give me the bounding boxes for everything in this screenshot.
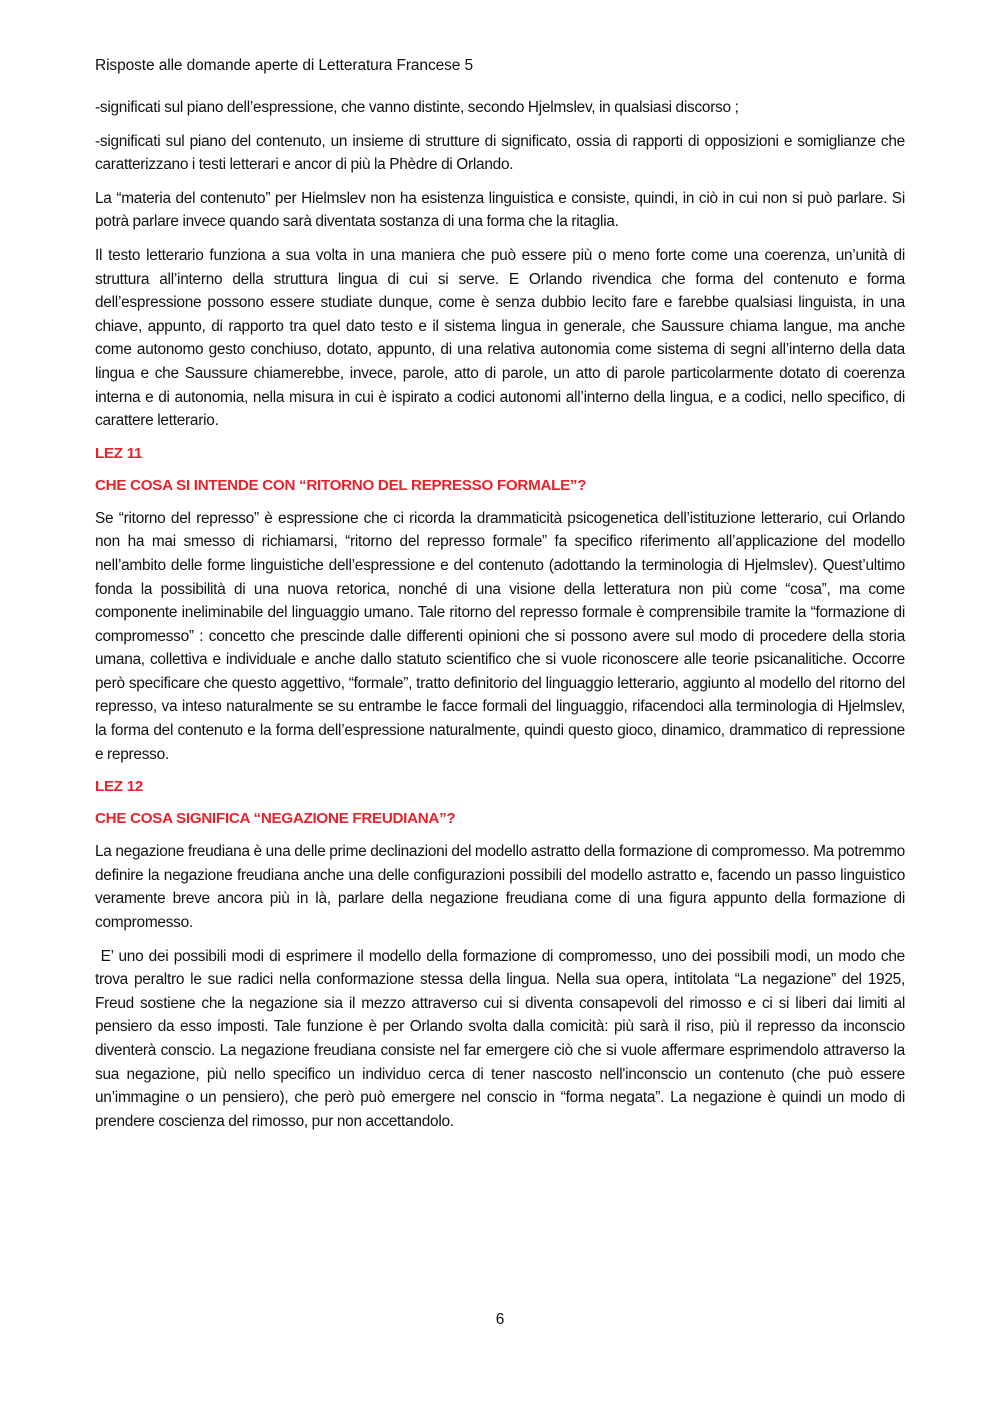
document-page	[95, 56, 905, 1143]
lesson-11-heading: LEZ 11	[95, 444, 143, 462]
paragraph-formal-repressed-return: Se “ritorno del represso” è espressione che ci ricorda la drammaticità psicogenetica dell’istituzione letterario, cui Orlando non ha mai smesso di richiamarsi, “ritorno del represso formale” fa specifico riferimento all’applicazione del modello nell’ambito delle forme linguistiche dell’espressione e del contenuto (adottando la terminologia di Hjelmslev). Quest’ultimo fonda la possibilità di una nuova retorica, nonché di una visione della letteratura non più come “cosa”, ma come componente ineliminabile del linguaggio umano. Tale ritorno del represso formale è comprensibile tramite la “formazione di compromesso” : concetto che prescinde dalle differenti opinioni che si possono avere sul modo di procedere della storia umana, collettiva e individuale e anche dallo statuto scientifico che si vuole riconoscere alle teorie psicanalitiche. Occorre però specificare che questo aggettivo, “formale”, tratto definitorio del linguaggio letterario, aggiunto al modello del ritorno del represso, va inteso naturalmente se su entrambe le facce formali del linguaggio, rifacendoci alla terminologia di Hjelmslev, la forma del contenuto e la forma dell’espressione naturalmente, quindi questo gioco, dinamico, drammatico di repressione e represso.	[95, 509, 905, 763]
running-header: Risposte alle domande aperte di Letteratura Francese 5	[95, 57, 474, 74]
question-11-heading: CHE COSA SI INTENDE CON “RITORNO DEL REPRESSO FORMALE”?	[95, 476, 587, 494]
paragraph-freudian-negation-definition: La negazione freudiana è una delle prime declinazioni del modello astratto della formazione di compromesso. Ma potremmo definire la negazione freudiana anche una delle configurazioni possibili del modello astratto e, facendo un passo linguistico veramente breve ancora più in là, parlare della negazione freudiana come di una figura appunto della formazione di compromesso.	[95, 843, 905, 932]
paragraph-freudian-negation-explanation	[95, 945, 905, 1134]
paragraph-literary-text: Il testo letterario funziona a sua volta in una maniera che può essere più o meno forte come una coerenza, un’unità di struttura all’interno della struttura lingua di cui si serve. E Orlando rivendica che forma del contenuto e forma dell’espressione possono essere studiate dunque, come è senza dubbio lecito fare e farebbe qualsiasi linguista, in una chiave, appunto, di rapporto tra quel dato testo e il sistema lingua in generale, che Saussure chiama langue, ma anche come autonomo gesto conchiuso, dotato, appunto, di una relativa autonomia come sistema di segni all’interno della data lingua e che Saussure chiamerebbe, invece, parole, atto di parole, un atto di parole particolarmente dotato di coerenza interna e di autonomia, nella misura in cui è ispirato a codici autonomi all’interno della lingua, e a codici, nello specifico, di carattere letterario.	[95, 246, 905, 430]
paragraph-freudian-negation-text: E’ uno dei possibili modi di esprimere il modello della formazione di compromesso, uno dei possibili modi, un modo che trova peraltro le sue radici nella conformazione stessa della lingua. Nella sua opera, intitolata “La negazione” del 1925, Freud sostiene che la negazione sia il mezzo attraverso cui si diventa consapevoli del rimosso e ci si liberi dai limiti al pensiero da esso imposti. Tale funzione è per Orlando svolta dalla comicità: più sarà il riso, più il represso da inconscio diventerà conscio. La negazione freudiana consiste nel far emergere ciò che si vuole affermare esprimendolo attraverso la sua negazione, più nello specifico un individuo cerca di tener nascosto nell'inconscio un contenuto (che può essere un’immagine o un pensiero), che però può emergere nel conscio in “forma negata”. La negazione è quindi un modo di prendere coscienza del rimosso, pur non accettandolo.	[95, 947, 905, 1130]
paragraph-content-matter: La “materia del contenuto” per Hielmslev non ha esistenza linguistica e consiste, quindi, in ciò in cui non si può parlare. Si potrà parlare invece quando sarà diventata sostanza di una forma che la ritaglia.	[95, 189, 905, 231]
paragraph-expression-meanings: -significati sul piano dell’espressione, che vanno distinte, secondo Hjelmslev, in qualsiasi discorso ;	[95, 99, 739, 116]
page-number: 6	[495, 1311, 505, 1328]
lesson-12-heading: LEZ 12	[95, 778, 143, 796]
question-12-heading: CHE COSA SIGNIFICA “NEGAZIONE FREUDIANA”?	[95, 810, 456, 828]
paragraph-content-meanings: -significati sul piano del contenuto, un insieme di strutture di significato, ossia di rapporti di opposizioni e somiglianze che caratterizzano i testi letterari e ancor di più la Phèdre di Orlando.	[95, 132, 905, 174]
